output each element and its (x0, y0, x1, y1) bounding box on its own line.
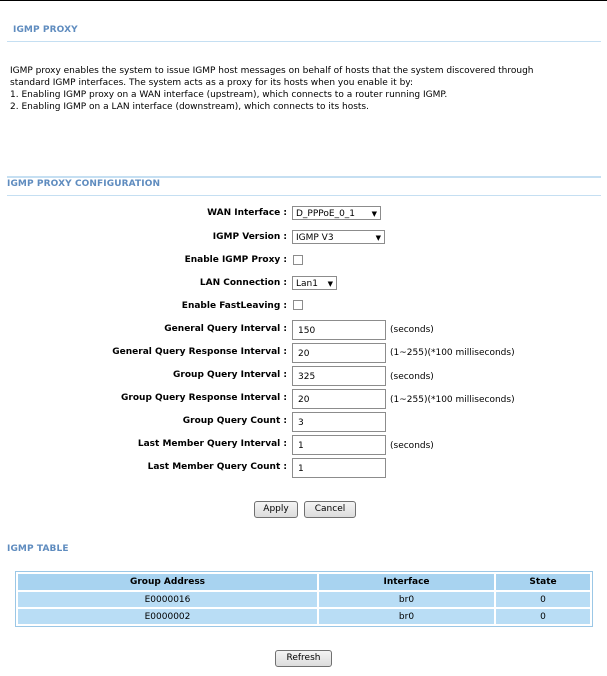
table-row (18, 592, 590, 607)
igmp-table-title: IGMP TABLE (7, 544, 69, 554)
general-query-response-interval-input[interactable]: 20 (292, 343, 386, 363)
igmp-version-value: IGMP V3 (296, 233, 334, 243)
group-query-count-label: Group Query Count : (182, 416, 287, 426)
last-member-query-interval-unit: (seconds) (390, 441, 434, 451)
igmp-proxy-header (7, 25, 601, 42)
table-row (18, 609, 590, 624)
state-cell: 0 (496, 609, 590, 624)
description (10, 65, 590, 113)
group-query-interval-label: Group Query Interval : (173, 370, 287, 380)
group-query-interval-unit: (seconds) (390, 372, 434, 382)
description-line: 1. Enabling IGMP proxy on a WAN interface (upstream), which connects to a router running IGMP. (10, 90, 448, 100)
interface-cell: br0 (319, 592, 494, 607)
chevron-down-icon: ▼ (327, 280, 333, 288)
group-address-cell: E0000002 (18, 609, 317, 624)
igmp-table-header (7, 543, 601, 557)
description-line: IGMP proxy enables the system to issue IGMP host messages on behalf of hosts that the system discovered through (10, 66, 534, 76)
enable-igmp-proxy-checkbox[interactable] (293, 255, 303, 265)
chevron-down-icon: ▼ (375, 234, 381, 242)
cancel-button[interactable]: Cancel (304, 501, 356, 518)
general-query-response-interval-label: General Query Response Interval : (112, 347, 287, 357)
enable-fastleaving-label: Enable FastLeaving : (181, 301, 287, 311)
group-query-response-interval-unit: (1~255)(*100 milliseconds) (390, 395, 515, 405)
wan-interface-value: D_PPPoE_0_1 (296, 209, 356, 219)
last-member-query-count-label: Last Member Query Count : (147, 462, 287, 472)
igmp-proxy-title: IGMP PROXY (13, 25, 78, 35)
general-query-response-interval-unit: (1~255)(*100 milliseconds) (390, 348, 515, 358)
enable-igmp-proxy-label: Enable IGMP Proxy : (184, 255, 287, 265)
general-query-interval-unit: (seconds) (390, 325, 434, 335)
general-query-interval-label: General Query Interval : (164, 324, 287, 334)
last-member-query-interval-input[interactable]: 1 (292, 435, 386, 455)
igmp-table (15, 571, 593, 627)
last-member-query-interval-label: Last Member Query Interval : (137, 439, 287, 449)
interface-cell: br0 (319, 609, 494, 624)
column-header-interface: Interface (319, 574, 494, 590)
group-address-cell: E0000016 (18, 592, 317, 607)
refresh-button[interactable]: Refresh (275, 650, 332, 667)
top-border (0, 0, 607, 1)
igmp-version-select[interactable] (292, 230, 385, 244)
description-line: 2. Enabling IGMP on a LAN interface (downstream), which connects to its hosts. (10, 102, 369, 112)
description-line: standard IGMP interfaces. The system acts as a proxy for its hosts when you enable it by: (10, 78, 413, 88)
group-query-response-interval-input[interactable]: 20 (292, 389, 386, 409)
enable-fastleaving-checkbox[interactable] (293, 300, 303, 310)
apply-button[interactable]: Apply (254, 501, 298, 518)
column-header-state: State (496, 574, 590, 590)
igmp-version-label: IGMP Version : (212, 232, 287, 242)
group-query-count-input[interactable]: 3 (292, 412, 386, 432)
lan-connection-label: LAN Connection : (199, 278, 287, 288)
configuration-header (7, 176, 601, 196)
configuration-title: IGMP PROXY CONFIGURATION (7, 179, 161, 189)
lan-connection-select[interactable] (292, 276, 337, 290)
wan-interface-select[interactable] (292, 206, 381, 220)
general-query-interval-input[interactable]: 150 (292, 320, 386, 340)
group-query-interval-input[interactable]: 325 (292, 366, 386, 386)
table-header-row (18, 574, 590, 590)
column-header-group-address: Group Address (18, 574, 317, 590)
group-query-response-interval-label: Group Query Response Interval : (121, 393, 287, 403)
chevron-down-icon: ▼ (371, 210, 377, 218)
lan-connection-value: Lan1 (296, 279, 318, 289)
wan-interface-label: WAN Interface : (207, 208, 287, 218)
state-cell: 0 (496, 592, 590, 607)
last-member-query-count-input[interactable]: 1 (292, 458, 386, 478)
